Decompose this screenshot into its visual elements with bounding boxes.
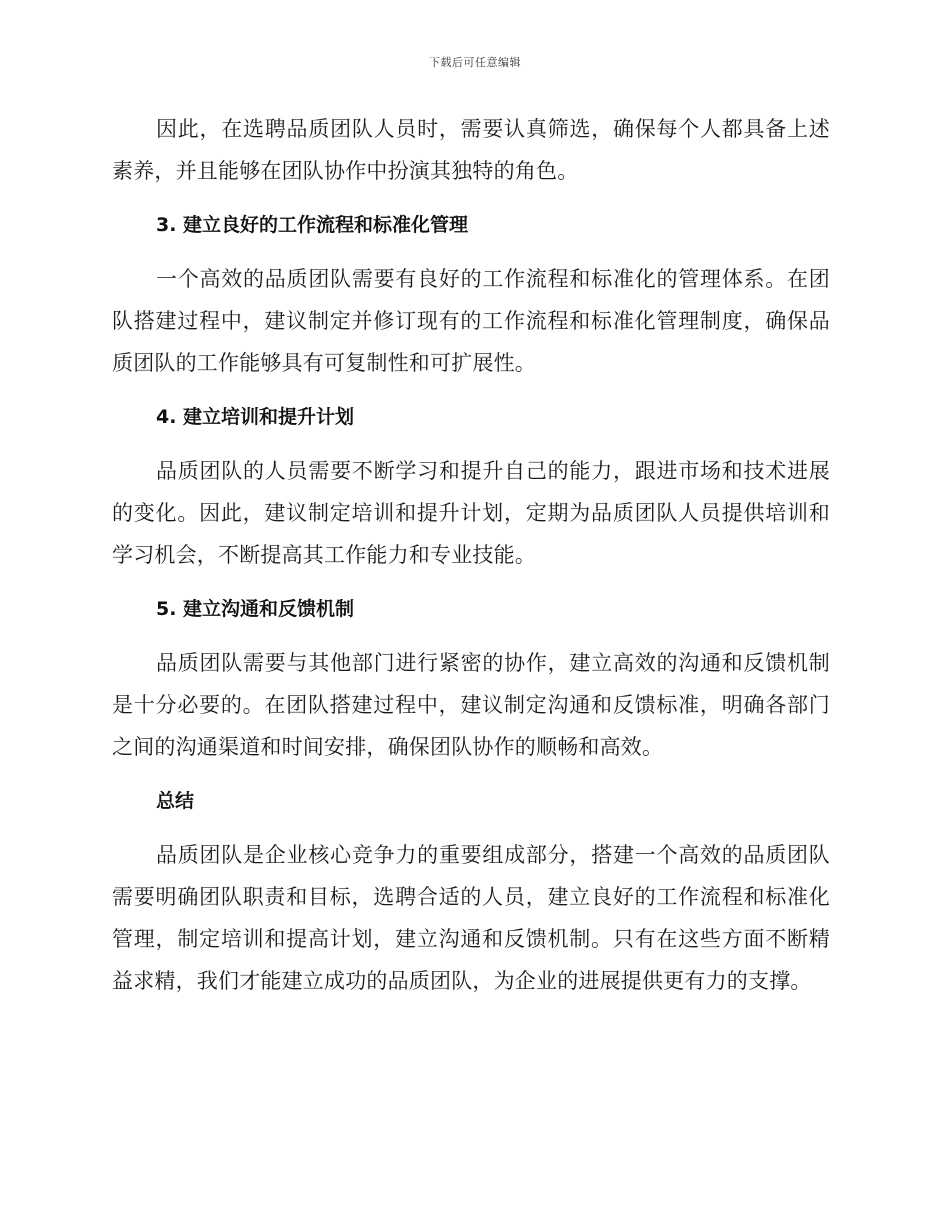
document-body [112,108,830,1014]
paragraph-selection-summary: 因此，在选聘品质团队人员时，需要认真筛选，确保每个人都具备上述素养，并且能够在团队协作中扮演其独特的角色。 [112,117,830,183]
paragraph-training: 品质团队的人员需要不断学习和提升自己的能力，跟进市场和技术进展的变化。因此，建议制定培训和提升计划，定期为品质团队人员提供培训和学习机会，不断提高其工作能力和专业技能。 [112,459,830,567]
heading-training: 4. 建立培训和提升计划 [156,406,355,428]
heading-workflow: 3. 建立良好的工作流程和标准化管理 [156,214,469,236]
heading-communication: 5. 建立沟通和反馈机制 [156,598,355,620]
paragraph-communication: 品质团队需要与其他部门进行紧密的协作，建立高效的沟通和反馈机制是十分必要的。在团队搭建过程中，建议制定沟通和反馈标准，明确各部门之间的沟通渠道和时间安排，确保团队协作的顺畅和高效。 [112,651,830,759]
paragraph-workflow: 一个高效的品质团队需要有良好的工作流程和标准化的管理体系。在团队搭建过程中，建议制定并修订现有的工作流程和标准化管理制度，确保品质团队的工作能够具有可复制性和可扩展性。 [112,267,830,375]
heading-summary: 总结 [156,790,195,812]
paragraph-summary: 品质团队是企业核心竞争力的重要组成部分，搭建一个高效的品质团队需要明确团队职责和目标，选聘合适的人员，建立良好的工作流程和标准化管理，制定培训和提高计划，建立沟通和反馈机制。只有在这些方面不断精益求精，我们才能建立成功的品质团队，为企业的进展提供更有力的支撑。 [112,843,830,993]
page-header: 下载后可任意编辑 [429,56,521,69]
